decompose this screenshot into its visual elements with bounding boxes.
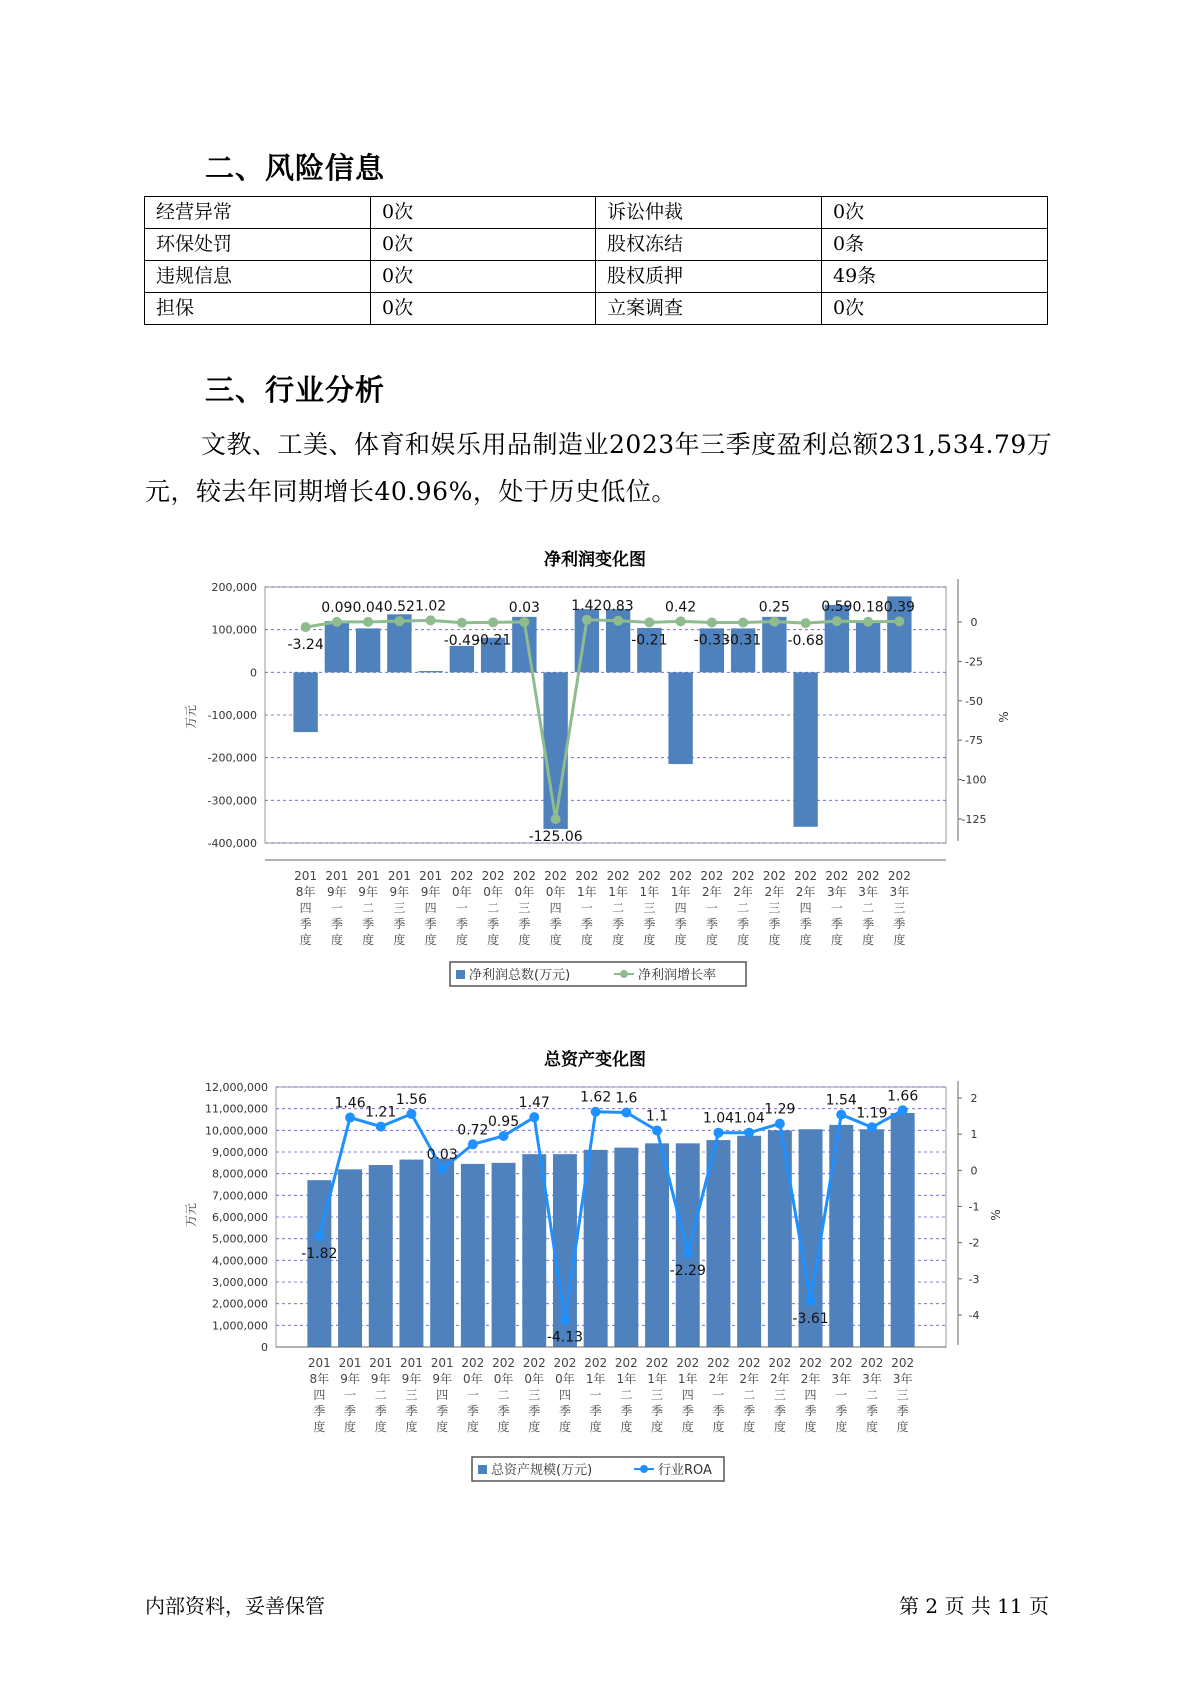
legend-line-marker: [640, 1465, 648, 1473]
footer-page-number: 第 2 页 共 11 页: [899, 1594, 1049, 1618]
line-point: [332, 617, 342, 627]
data-label: -0.49: [443, 632, 480, 649]
data-label: -3.24: [287, 637, 324, 654]
data-label: 1.46: [334, 1095, 366, 1112]
risk-item-label: 股权冻结: [596, 229, 822, 261]
legend-bar-swatch: [456, 970, 465, 979]
risk-item-value: 0次: [822, 197, 1048, 229]
y2-axis-tick-label: 2: [970, 1092, 978, 1105]
x-axis-category-label: 201 9年四季度: [419, 869, 443, 947]
y-axis-tick-label: 200,000: [211, 581, 257, 594]
line-point: [738, 617, 748, 627]
line-point: [801, 618, 811, 628]
x-axis-category-label: 201 8年四季度: [294, 869, 318, 947]
x-axis-category-label: 202 3年二季度: [860, 1356, 884, 1434]
data-label: -0.31: [725, 632, 762, 649]
x-axis-category-label: 202 1年四季度: [676, 1356, 700, 1434]
line-point: [832, 616, 842, 626]
line-point: [867, 1122, 877, 1132]
risk-item-value: 0次: [371, 229, 596, 261]
x-axis-category-label: 202 2年三季度: [768, 1356, 792, 1434]
data-label: -0.33: [693, 632, 730, 649]
y-axis-tick-label: 100,000: [211, 623, 257, 637]
x-axis-category-label: 202 2年四季度: [799, 1356, 823, 1434]
data-label: 1.56: [395, 1091, 428, 1108]
y-axis-tick-label: 9,000,000: [212, 1146, 268, 1159]
y-axis-tick-label: 4,000,000: [212, 1254, 268, 1268]
data-label: 0.25: [758, 599, 790, 616]
bar: [492, 1163, 516, 1347]
y-axis-tick-label: -200,000: [207, 751, 257, 765]
net-profit-chart: [0, 575, 1191, 995]
y-axis-tick-label: 0: [250, 666, 257, 680]
y2-axis-title: %: [997, 711, 1011, 723]
x-axis-category-label: 202 3年三季度: [891, 1356, 915, 1434]
line-point: [363, 617, 373, 627]
industry-section-title: 三、行业分析: [205, 373, 386, 407]
x-axis-category-label: 202 1年二季度: [614, 1356, 638, 1434]
bar: [645, 1143, 669, 1347]
line-point: [744, 1128, 754, 1138]
bar: [325, 621, 349, 672]
x-axis-category-label: 202 2年二季度: [737, 1356, 761, 1434]
bar: [768, 1130, 792, 1347]
data-label: -2.29: [669, 1263, 706, 1280]
line-point: [426, 615, 436, 625]
total-assets-chart-title: 总资产变化图: [544, 1050, 646, 1070]
line-point: [683, 1248, 693, 1258]
x-axis-category-label: 202 3年二季度: [856, 869, 880, 947]
data-label: 0.42: [665, 599, 697, 616]
risk-item-label: 立案调查: [596, 293, 822, 325]
data-label: -0.21: [631, 632, 668, 649]
risk-item-value: 0次: [371, 293, 596, 325]
x-axis-category-label: 202 3年三季度: [887, 869, 911, 947]
x-axis-category-label: 202 1年一季度: [575, 869, 599, 947]
legend-line-marker: [620, 970, 628, 978]
line-point: [863, 617, 873, 627]
line-point: [621, 1107, 631, 1117]
bar: [461, 1164, 485, 1347]
net-profit-chart-title: 净利润变化图: [544, 550, 646, 570]
bar: [369, 1165, 393, 1347]
line-point: [314, 1231, 324, 1241]
line-point: [457, 618, 467, 628]
line-point: [529, 1112, 539, 1122]
y2-axis-tick-label: -1: [968, 1200, 980, 1214]
data-label: 0.09: [321, 599, 353, 616]
line-point: [898, 1105, 908, 1115]
line-point: [652, 1126, 662, 1136]
x-axis-category-label: 201 9年一季度: [325, 869, 349, 947]
line-point: [644, 617, 654, 627]
data-label: 0.95: [487, 1113, 520, 1130]
data-label: 0.83: [602, 598, 634, 615]
x-axis-category-label: 202 0年一季度: [450, 869, 474, 947]
line-point: [345, 1113, 355, 1123]
y-axis-tick-label: 1,000,000: [212, 1319, 268, 1333]
x-axis-category-label: 202 2年三季度: [762, 869, 786, 947]
y-axis-tick-label: 7,000,000: [212, 1189, 268, 1203]
risk-item-label: 经营异常: [145, 197, 371, 229]
data-label: 1.62: [580, 1089, 612, 1106]
y2-axis-tick-label: -75: [965, 734, 983, 748]
x-axis-category-label: 202 0年三季度: [522, 1356, 546, 1434]
data-label: 1.66: [887, 1088, 919, 1105]
line-point: [713, 1128, 723, 1138]
bar: [399, 1160, 423, 1347]
footer-confidential-note: 内部资料，妥善保管: [145, 1594, 325, 1618]
risk-item-value: 49条: [822, 261, 1048, 293]
y2-axis-tick-label: -100: [961, 773, 987, 787]
data-label: 1.21: [365, 1104, 397, 1121]
legend-bar-label: 净利润总数(万元): [469, 968, 571, 983]
line-point: [582, 615, 592, 625]
risk-item-value: 0次: [371, 261, 596, 293]
bar: [860, 1129, 884, 1347]
data-label: 1.6: [615, 1090, 638, 1107]
data-label: 0.52: [383, 599, 415, 616]
line-point: [519, 617, 529, 627]
y-axis-tick-label: 2,000,000: [212, 1297, 268, 1311]
y-axis-tick-label: 3,000,000: [212, 1276, 268, 1289]
x-axis-category-label: 202 0年二季度: [492, 1356, 516, 1434]
data-label: -0.21: [475, 632, 512, 649]
bar: [522, 1154, 546, 1347]
x-axis-category-label: 201 9年四季度: [430, 1356, 454, 1434]
industry-summary-text: 文教、工美、体育和娱乐用品制造业2023年三季度盈利总额231,534.79万元，较去年同期增长40.96%，处于历史低位。: [145, 430, 1053, 506]
line-point: [836, 1110, 846, 1120]
y-axis-tick-label: 5,000,000: [212, 1232, 268, 1246]
y-axis-tick-label: -300,000: [207, 794, 257, 808]
risk-item-label: 担保: [145, 293, 371, 325]
bar: [584, 1150, 608, 1347]
x-axis-category-label: 202 3年一季度: [825, 869, 849, 947]
data-label: 1.47: [518, 1095, 550, 1112]
y2-axis-tick-label: 1: [970, 1128, 978, 1142]
line-point: [769, 617, 779, 627]
data-label: -125.06: [528, 829, 583, 846]
data-label: -1.82: [301, 1246, 338, 1263]
risk-section-title: 二、风险信息: [205, 151, 386, 185]
line-point: [676, 616, 686, 626]
line-point: [613, 616, 623, 626]
y2-axis-tick-label: -2: [968, 1236, 980, 1250]
risk-item-label: 诉讼仲裁: [596, 197, 822, 229]
risk-item-label: 环保处罚: [145, 229, 371, 261]
data-label: 1.42: [571, 597, 603, 614]
data-label: 1.04: [702, 1110, 735, 1127]
line-point: [468, 1139, 478, 1149]
risk-item-value: 0次: [822, 293, 1048, 325]
risk-item-value: 0次: [371, 197, 596, 229]
bar: [614, 1148, 638, 1347]
data-label: 0.04: [352, 599, 384, 616]
y-axis-tick-label: 8,000,000: [212, 1167, 268, 1181]
risk-item-label: 违规信息: [145, 261, 371, 293]
risk-table-row: [145, 261, 1048, 293]
data-label: 0.59: [821, 599, 853, 616]
y-axis-tick-label: -100,000: [207, 709, 257, 722]
line-point: [894, 616, 904, 626]
y2-axis-title: %: [989, 1209, 1003, 1221]
x-axis-category-label: 202 1年一季度: [584, 1356, 608, 1434]
risk-table-row: [145, 197, 1048, 229]
data-label: 0.18: [852, 599, 884, 616]
x-axis-category-label: 202 0年四季度: [553, 1356, 577, 1434]
line-point: [551, 814, 561, 824]
line-point: [707, 618, 717, 628]
data-label: 0.03: [508, 599, 540, 616]
y2-axis-tick-label: 0: [970, 1164, 978, 1178]
x-axis-category-label: 202 3年一季度: [829, 1356, 853, 1434]
data-label: 0.03: [426, 1147, 458, 1164]
y2-axis-tick-label: -50: [965, 694, 983, 708]
risk-item-label: 股权质押: [596, 261, 822, 293]
y-axis-tick-label: 10,000,000: [205, 1124, 268, 1138]
x-axis-category-label: 202 0年二季度: [481, 869, 505, 947]
legend-line-label: 行业ROA: [658, 1463, 712, 1478]
data-label: -4.13: [546, 1329, 584, 1346]
line-point: [499, 1131, 509, 1141]
bar: [356, 628, 380, 672]
line-point: [560, 1315, 570, 1325]
x-axis-category-label: 202 1年四季度: [669, 869, 693, 947]
bar: [668, 672, 692, 764]
data-label: -3.61: [792, 1310, 829, 1327]
line-point: [406, 1109, 416, 1119]
risk-table-row: [145, 293, 1048, 325]
data-label: 1.54: [825, 1092, 857, 1109]
x-axis-category-label: 202 1年三季度: [645, 1356, 669, 1434]
bar: [793, 672, 817, 826]
x-axis-category-label: 202 0年三季度: [512, 869, 536, 947]
bar: [891, 1113, 915, 1347]
y-axis-tick-label: 12,000,000: [205, 1081, 268, 1094]
risk-table-row: [145, 229, 1048, 261]
bar: [338, 1169, 362, 1347]
line-point: [488, 617, 498, 627]
x-axis-category-label: 201 9年一季度: [338, 1356, 362, 1434]
bar: [418, 671, 442, 672]
line-point: [775, 1119, 785, 1129]
x-axis-category-label: 202 0年四季度: [544, 869, 568, 947]
data-label: 0.39: [883, 599, 915, 616]
y-axis-tick-label: 6,000,000: [212, 1211, 268, 1224]
line-point: [376, 1122, 386, 1132]
bar: [430, 1159, 454, 1348]
x-axis-category-label: 201 8年四季度: [307, 1356, 331, 1434]
x-axis-category-label: 202 2年一季度: [706, 1356, 730, 1434]
legend-bar-swatch: [478, 1465, 487, 1474]
data-label: 1.19: [856, 1105, 888, 1122]
x-axis-category-label: 202 1年二季度: [606, 869, 630, 947]
line-point: [394, 616, 404, 626]
bar: [293, 672, 317, 732]
line-point: [591, 1107, 601, 1117]
data-label: 1.1: [645, 1108, 669, 1125]
y-axis-tick-label: 11,000,000: [205, 1102, 268, 1116]
y2-axis-tick-label: -125: [961, 813, 987, 826]
data-label: 1.04: [733, 1110, 765, 1127]
y2-axis-tick-label: -4: [968, 1309, 980, 1322]
x-axis-category-label: 202 0年一季度: [461, 1356, 485, 1434]
data-label: -0.68: [787, 633, 824, 650]
legend-bar-label: 总资产规模(万元): [491, 1463, 593, 1478]
bar: [856, 621, 880, 673]
y2-axis-tick-label: -25: [965, 655, 983, 669]
y-axis-title: 万元: [184, 704, 198, 730]
bar: [676, 1143, 700, 1347]
industry-summary-paragraph: [145, 421, 1075, 515]
data-label: 0.72: [457, 1122, 489, 1139]
y-axis-title: 万元: [184, 1202, 198, 1228]
line-point: [301, 622, 311, 632]
bar: [543, 672, 567, 829]
line-point: [437, 1164, 447, 1174]
x-axis-category-label: 202 2年二季度: [731, 869, 755, 947]
x-axis-category-label: 201 9年三季度: [387, 869, 411, 947]
data-label: 1.29: [764, 1101, 796, 1118]
x-axis-category-label: 201 9年三季度: [399, 1356, 423, 1434]
data-label: 1.02: [415, 598, 447, 615]
x-axis-category-label: 201 9年二季度: [356, 869, 380, 947]
bar: [737, 1136, 761, 1347]
x-axis-category-label: 201 9年二季度: [369, 1356, 393, 1434]
x-axis-category-label: 202 2年一季度: [700, 869, 724, 947]
y2-axis-tick-label: -3: [968, 1272, 980, 1286]
line-point: [806, 1296, 816, 1306]
risk-info-table: [144, 196, 1048, 325]
x-axis-category-label: 202 1年三季度: [637, 869, 661, 947]
total-assets-chart: [0, 1075, 1191, 1495]
bar: [450, 646, 474, 672]
y2-axis-tick-label: 0: [970, 616, 978, 629]
legend-line-label: 净利润增长率: [638, 968, 717, 983]
y-axis-tick-label: -400,000: [207, 837, 257, 850]
x-axis-category-label: 202 2年四季度: [794, 869, 818, 947]
risk-item-value: 0条: [822, 229, 1048, 261]
y-axis-tick-label: 0: [261, 1341, 268, 1354]
